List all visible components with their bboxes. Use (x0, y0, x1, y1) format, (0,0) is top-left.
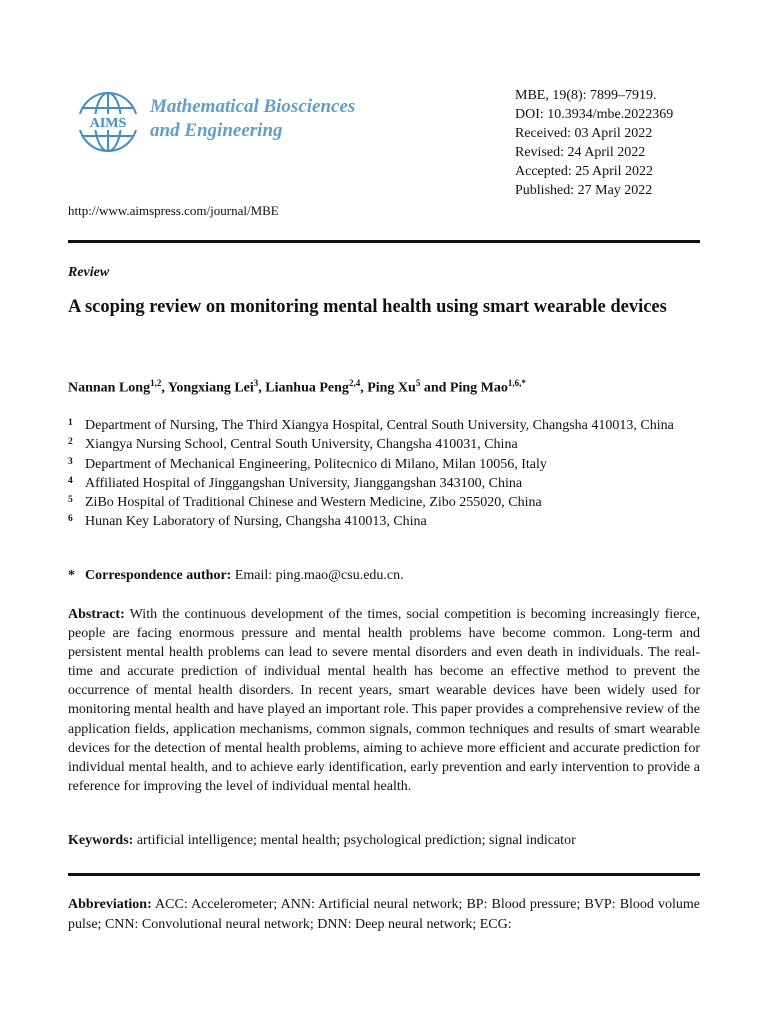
journal-url[interactable]: http://www.aimspress.com/journal/MBE (68, 203, 279, 218)
author-affiliation-marker: 5 (415, 378, 421, 388)
affiliation-list (68, 416, 702, 532)
affiliation-number: 3 (68, 456, 73, 467)
globe-icon (72, 88, 144, 156)
affiliation-number: 5 (68, 495, 73, 506)
revised-date: Revised: 24 April 2022 (515, 145, 646, 160)
affiliation-item (68, 455, 702, 474)
affiliation-number: 1 (68, 418, 73, 428)
affiliation-text: ZiBo Hospital of Traditional Chinese and Western Medicine, Zibo 255020, China (85, 495, 542, 511)
publication-meta (515, 86, 673, 200)
article-title: A scoping review on monitoring mental health using smart wearable devices (68, 297, 667, 317)
author-name: Lianhua Peng (265, 380, 349, 396)
abstract-label: Abstract: (68, 607, 125, 622)
author-list (68, 378, 526, 397)
affiliation-item (68, 512, 702, 531)
keywords-label: Keywords: (68, 833, 134, 848)
keywords (68, 833, 576, 849)
affiliation-text: Xiangya Nursing School, Central South University, Changsha 410031, China (85, 437, 518, 453)
journal-name-line1: Mathematical Biosciences (150, 96, 356, 117)
affiliation-text: Affiliated Hospital of Jinggangshan University, Jianggangshan 343100, China (85, 475, 523, 491)
bottom-divider (68, 873, 700, 876)
affiliation-item (68, 493, 702, 512)
author-name: Nannan Long (68, 380, 151, 396)
affiliation-item (68, 435, 702, 454)
author-name: Ping Xu (367, 380, 416, 396)
top-divider (68, 240, 700, 243)
citation: MBE, 19(8): 7899–7919. (515, 88, 657, 103)
journal-name (150, 95, 410, 143)
author-affiliation-marker: 2,4 (348, 378, 361, 388)
affiliation-item (68, 416, 702, 435)
author-separator: , (161, 380, 168, 396)
abstract-text: With the continuous development of the times, social competition is becoming increasingly fierce, people are facing enormous pressure and mental health problems have become common. Long-term and persistent mental health problems can lead to severe mental disorders and even death in individuals. The real-time and accurate prediction of individual mental health has become an effective method to prevent the occurrence of mental health disorders. In recent years, smart wearable devices have been widely used for monitoring mental health and have played an important role. This paper provides a comprehensive review of the application fields, application mechanisms, common signals, common techniques and results of smart wearable devices for the detection of mental health problems, aiming to achieve more efficient and accurate prediction for individual mental health, and to achieve early identification, early prevention and early intervention to provide a reference for improving the level of individual mental health. (68, 607, 700, 794)
author-affiliation-marker: 3 (253, 378, 259, 388)
abstract (68, 605, 700, 796)
author-separator: and (420, 380, 450, 396)
author-name: Yongxiang Lei (167, 380, 254, 396)
keywords-text: artificial intelligence; mental health; psychological prediction; signal indicator (133, 833, 576, 848)
author-separator: , (360, 380, 368, 396)
affiliation-text: Department of Mechanical Engineering, Politecnico di Milano, Milan 10056, Italy (85, 456, 547, 472)
correspondence (68, 568, 404, 584)
affiliation-number: 6 (68, 514, 73, 525)
correspondence-email[interactable]: Email: ping.mao@csu.edu.cn. (231, 568, 404, 583)
published-date: Published: 27 May 2022 (515, 183, 653, 198)
affiliation-number: 2 (68, 437, 73, 448)
article-type: Review (68, 265, 110, 280)
correspondence-label: Correspondence author: (85, 568, 232, 583)
abbreviation-label: Abbreviation: (68, 897, 152, 912)
abbreviation-text: ACC: Accelerometer; ANN: Artificial neural network; BP: Blood pressure; BVP: Blood volume pulse; CNN: Convolutional neural network; DNN: Deep neural network; ECG: (68, 897, 700, 932)
author-affiliation-marker: 1,2 (150, 378, 162, 388)
doi: DOI: 10.3934/mbe.2022369 (515, 107, 674, 122)
abbreviation (68, 895, 700, 934)
author-name: Ping Mao (449, 380, 508, 396)
aims-logo (72, 88, 144, 156)
logo-text: AIMS (89, 116, 127, 131)
author-separator: , (258, 380, 266, 396)
affiliation-text: Department of Nursing, The Third Xiangya Hospital, Central South University, Changsha 410013, China (85, 418, 674, 433)
correspondence-star: * (68, 568, 75, 583)
affiliation-text: Hunan Key Laboratory of Nursing, Changsha 410013, China (85, 514, 427, 530)
received-date: Received: 03 April 2022 (515, 126, 653, 141)
affiliation-number: 4 (68, 475, 73, 486)
journal-name-line2: and Engineering (150, 120, 283, 141)
author-affiliation-marker: 1,6,* (507, 378, 526, 388)
accepted-date: Accepted: 25 April 2022 (515, 164, 654, 179)
affiliation-item (68, 474, 702, 493)
